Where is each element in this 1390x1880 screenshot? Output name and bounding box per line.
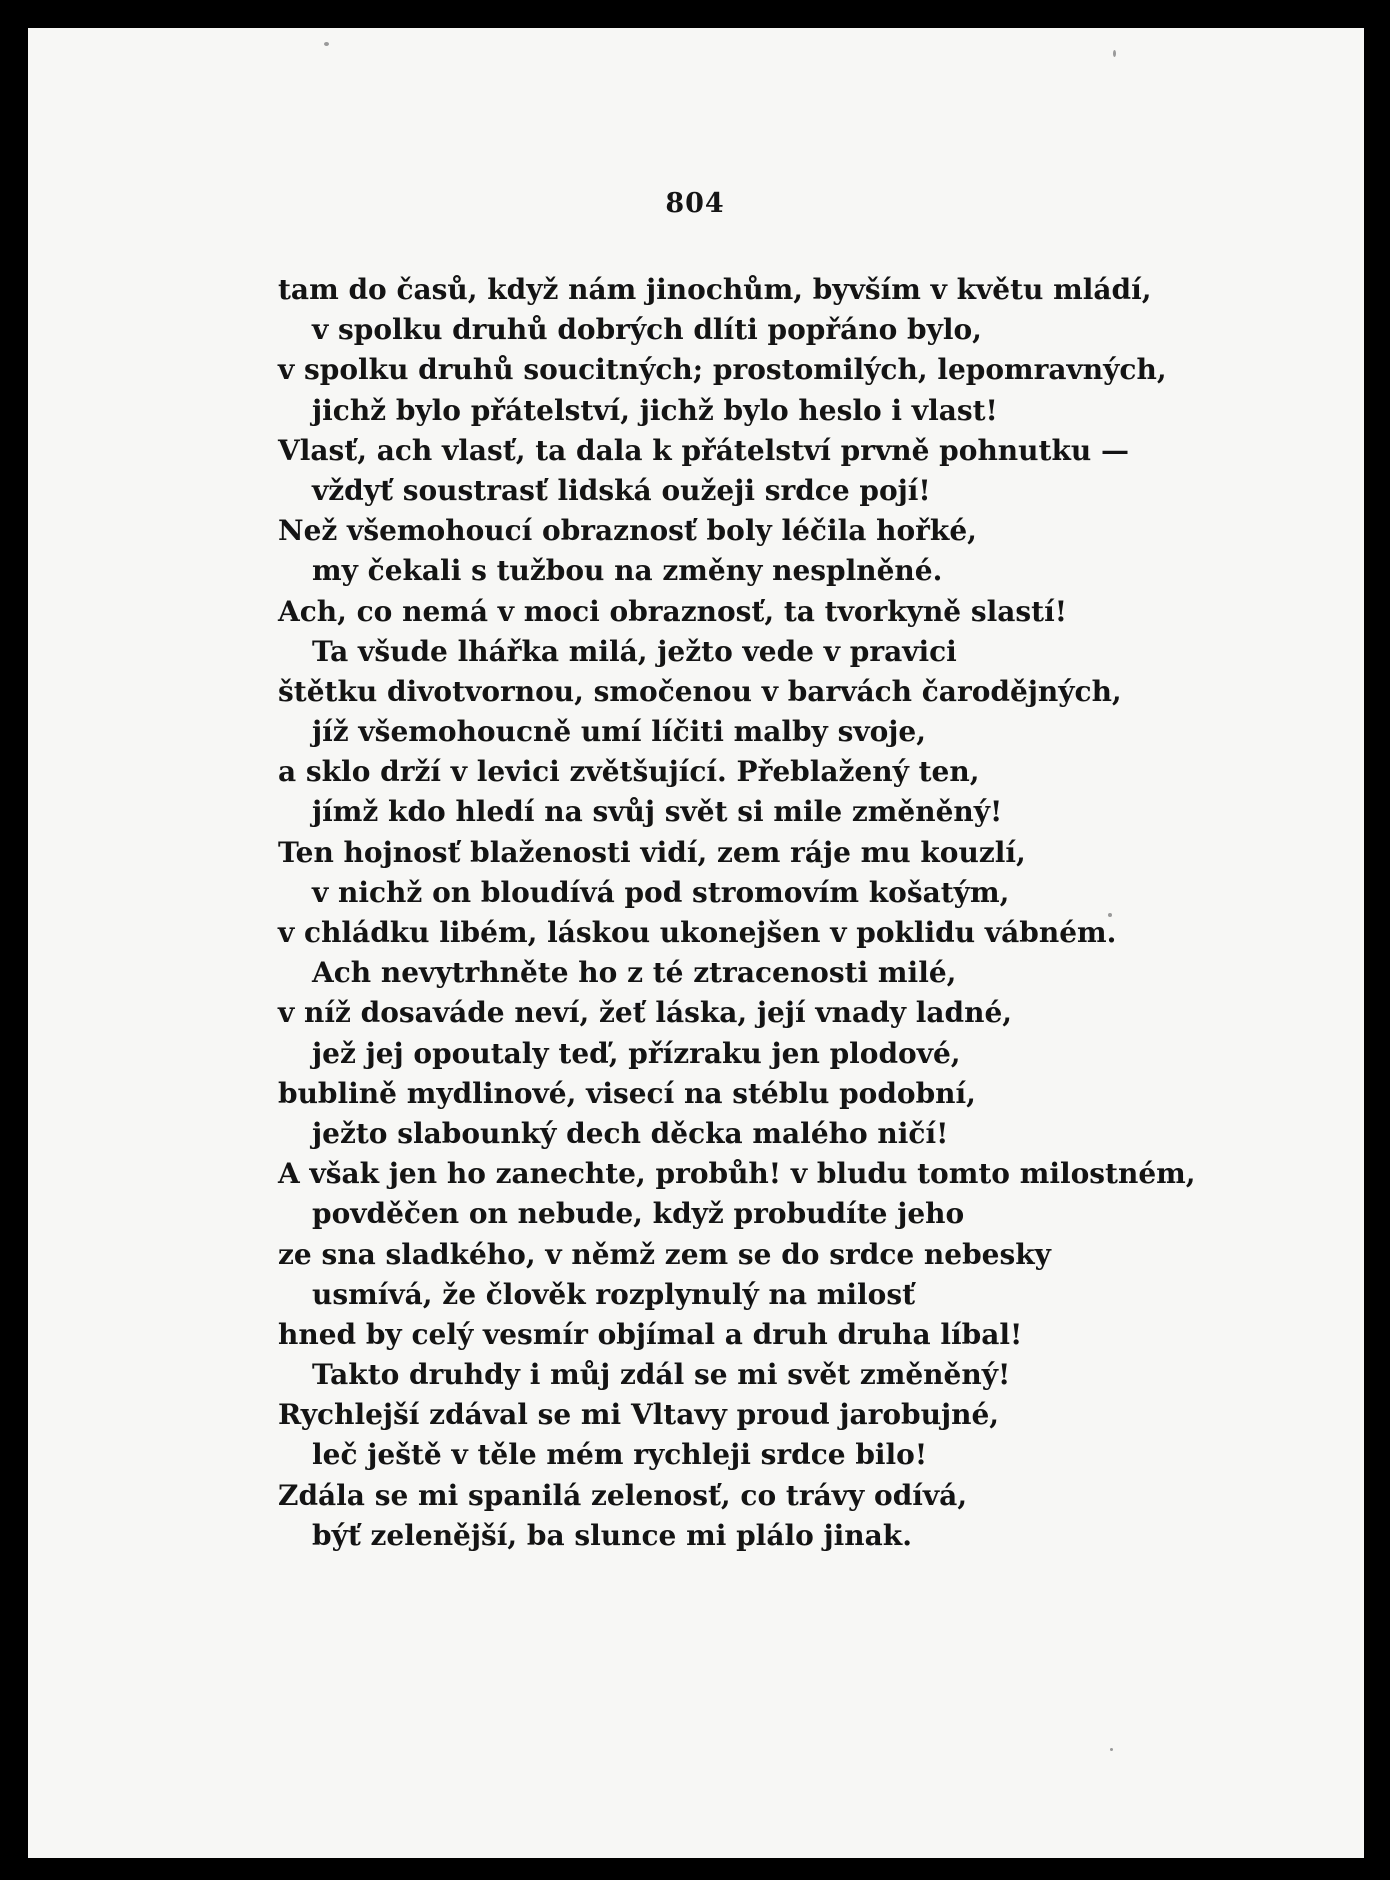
paper-speck	[324, 42, 329, 46]
poem-text-block	[278, 270, 1278, 1556]
poem-line: leč ještě v těle mém rychleji srdce bilo!	[312, 1438, 928, 1472]
poem-line: Ta všude lhářka milá, ježto vede v pravici	[312, 634, 957, 668]
page-number: 804	[665, 188, 725, 219]
poem-line: Rychlejší zdával se mi Vltavy proud jarobujné,	[278, 1398, 1000, 1432]
poem-line: my čekali s tužbou na změny nesplněné.	[312, 554, 943, 588]
poem-line: jímž kdo hledí na svůj svět si mile změněný!	[312, 795, 1003, 829]
poem-line: tam do časů, když nám jinochům, byvším v květu mládí,	[278, 273, 1152, 306]
poem-line: v níž dosaváde neví, žeť láska, její vnady ladné,	[278, 996, 1013, 1030]
poem-line: Než všemohoucí obraznosť boly léčila hořké,	[278, 514, 977, 548]
poem-line: Takto druhdy i můj zdál se mi svět změněný!	[312, 1358, 1011, 1392]
paper-speck	[1113, 50, 1116, 57]
poem-line: jež jej opoutaly teď, přízraku jen plodové,	[312, 1036, 961, 1070]
poem-line: Vlasť, ach vlasť, ta dala k přátelství prvně pohnutku —	[278, 433, 1129, 467]
paper-speck	[1110, 1748, 1113, 1751]
poem-line: Ten hojnosť blaženosti vidí, zem ráje mu kouzlí,	[278, 835, 1026, 869]
poem-line: a sklo drží v levici zvětšující. Přeblažený ten,	[278, 755, 980, 789]
poem-line: ze sna sladkého, v němž zem se do srdce nebesky	[278, 1237, 1051, 1271]
poem-line: Ach nevytrhněte ho z té ztracenosti milé,	[312, 956, 957, 990]
poem-line: jichž bylo přátelství, jichž bylo heslo i vlast!	[312, 393, 998, 427]
poem-line: povděčen on nebude, když probudíte jeho	[312, 1197, 965, 1231]
poem-line: A však jen ho zanechte, probůh! v bludu tomto milostném,	[278, 1157, 1196, 1191]
poem-line: v chládku libém, láskou ukonejšen v poklidu vábném.	[278, 916, 1117, 949]
poem-line: jíž všemohoucně umí líčiti malby svoje,	[312, 715, 926, 749]
poem-line: v spolku druhů dobrých dlíti popřáno bylo,	[312, 313, 982, 347]
poem-line: vždyť soustrasť lidská oužeji srdce pojí!	[312, 473, 931, 507]
poem-line: usmívá, že člověk rozplynulý na milosť	[312, 1277, 916, 1311]
poem-line: bublině mydlinové, visecí na stéblu podobní,	[278, 1076, 976, 1110]
poem-line: štětku divotvornou, smočenou v barvách čarodějných,	[278, 674, 1122, 708]
poem-line: hned by celý vesmír objímal a druh druha líbal!	[278, 1317, 1023, 1351]
poem-line: Zdála se mi spanilá zelenosť, co trávy odívá,	[278, 1478, 968, 1512]
poem-line: ježto slabounký dech děcka malého ničí!	[312, 1116, 949, 1150]
poem-line: býť zelenější, ba slunce mi plálo jinak.	[312, 1518, 912, 1552]
poem-line: Ach, co nemá v moci obraznosť, ta tvorkyně slastí!	[278, 594, 1068, 628]
poem-line: v nichž on bloudívá pod stromovím košatým,	[312, 875, 1010, 909]
poem-line: v spolku druhů soucitných; prostomilých, lepomravných,	[278, 353, 1167, 387]
